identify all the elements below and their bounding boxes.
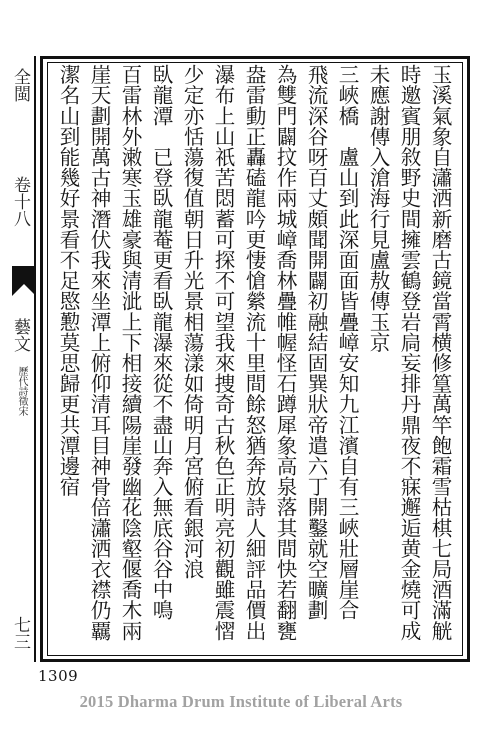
text-column-7: 盎雷動正轟磕龍吟更悽愴縈流十里間餘怒猶奔放詩人細評品價出	[242, 64, 266, 641]
watermark: 2015 Dharma Drum Institute of Liberal Arts	[79, 692, 403, 711]
text-column-8: 瀑布上山祇苦悶蓄可探不可望我來捜奇古秋色正明亮初觀雖震慴	[211, 64, 235, 641]
text-column-5: 飛流深谷呀百丈頗聞開闢初融結固巽狀帝遣六丁開鑿就空曠劃	[304, 64, 328, 621]
folio-number: 七三	[10, 616, 30, 650]
book-title: 全閩	[10, 68, 30, 102]
text-column-1: 玉溪氣象自瀟洒新磨古鏡當霄横修篁萬竿飽霜雪枯棋七局酒滿觥	[428, 64, 452, 641]
text-column-6: 為雙門闢抆作兩城嶂喬林疊帷幄怪石蹲犀象高泉落其間快若翻甕	[273, 64, 297, 641]
text-column-10: 臥龍潭 已登臥龍菴更看臥龍瀑來從不盡山奔入無底谷谷中鳴	[149, 64, 173, 621]
text-column-2: 時邀賓朋敘野史間擁雲鶴登岩扃妄排丹鼎夜不寐邂逅黄金燒可成	[397, 64, 421, 641]
text-column-12: 崖天劃開萬古神潛伏我來坐潭上俯仰清耳目神骨倍瀟洒衣襟仍覊	[87, 64, 111, 641]
page-number: 1309	[38, 667, 79, 685]
section-label: 藝文	[10, 318, 30, 352]
text-column-13: 潔名山到能幾好景看不足愍懃莫思歸更共潭邊宿	[56, 64, 80, 497]
subsection-label: 歷代詩徵宋	[16, 366, 27, 416]
text-column-4: 三峽橋 盧山到此深面面皆疊嶂安知九江濱自有三峽壯層崖合	[335, 64, 359, 621]
margin-rule	[34, 56, 36, 662]
text-column-11: 百雷林外潄寒玉雄豪與清泚上下相接續陽崖發幽花陰壑偃喬木兩	[118, 64, 142, 641]
text-column-9: 少定亦恬蕩復值朝日升光景相蕩漾如倚明月宮俯看銀河浪	[180, 64, 204, 579]
chapter-label: 卷十八	[10, 176, 30, 227]
page-margin	[0, 56, 40, 662]
text-column-3: 未應謝傳入滄海行見盧敖傳玉京	[366, 64, 390, 353]
